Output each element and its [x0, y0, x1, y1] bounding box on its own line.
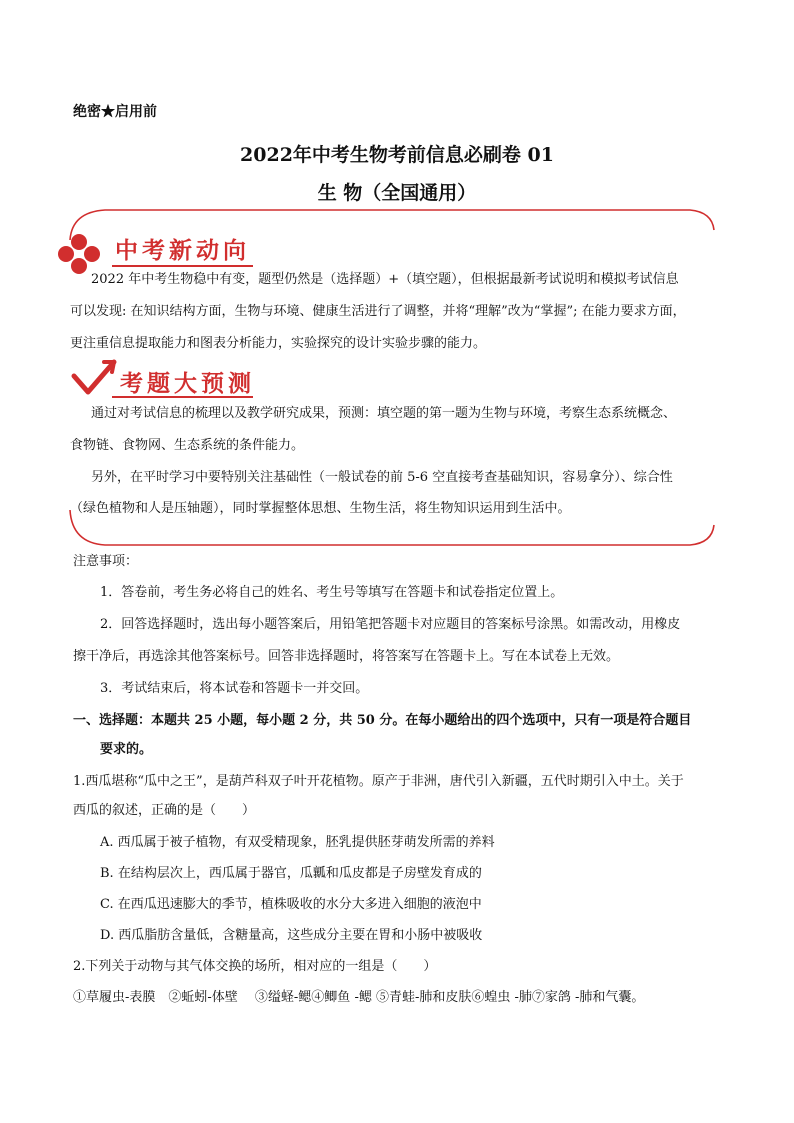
forecast-line-4: （绿色植物和人是压轴题），同时掌握整体思想、生物生活，将生物知识运用到生活中。	[70, 501, 571, 516]
confidential-label: 绝密★启用前	[73, 104, 157, 120]
forecast-heading: 考题大预测	[120, 371, 255, 397]
section-heading: 一、选择题：本题共 25 小题，每小题 2 分，共 50 分。在每小题给出的四个选项中，只有一项是符合题目	[73, 713, 692, 728]
trend-line-3: 更注重信息提取能力和图表分析能力，实验探究的设计实验步骤的能力。	[70, 336, 487, 351]
trend-line-2: 可以发现: 在知识结构方面，生物与环境、健康生活进行了调整，并将“理解”改为“掌握”; 在能力要求方面，	[70, 304, 686, 319]
section-heading-cont: 要求的。	[100, 742, 153, 757]
notes-item-1: 1．答卷前，考生务必将自己的姓名、考生号等填写在答题卡和试卷指定位置上。	[100, 585, 564, 600]
trend-heading: 中考新动向	[115, 238, 250, 264]
q1-stem-line-2: 西瓜的叙述，正确的是（ ）	[73, 803, 256, 818]
page-title: 2022年中考生物考前信息必刷卷 01	[240, 144, 554, 166]
q1-option-a: A. 西瓜属于被子植物，有双受精现象，胚乳提供胚芽萌发所需的养料	[100, 835, 495, 850]
notes-item-2-cont: 擦干净后，再选涂其他答案标号。回答非选择题时，将答案写在答题卡上。写在本试卷上无效。	[73, 649, 620, 664]
forecast-line-1: 通过对考试信息的梳理以及教学研究成果，预测：填空题的第一题为生物与环境，考察生态系统概念、	[91, 406, 677, 421]
page-subtitle: 生 物（全国通用）	[317, 182, 477, 204]
q2-items: ①草履虫-表膜 ②蚯蚓-体壁 ③缢蛏-鳃④鲫鱼 -鳃 ⑤青蛙-肺和皮肤⑥蝗虫 -肺⑦家鸽 -肺和气囊。	[73, 990, 645, 1005]
flower-icon	[54, 230, 104, 276]
trend-underline	[110, 262, 255, 270]
notes-item-2: 2．回答选择题时，选出每小题答案后，用铅笔把答题卡对应题目的答案标号涂黑。如需改动，用橡皮	[100, 617, 681, 632]
q1-stem-line-1: 1.西瓜堪称“瓜中之王”，是葫芦科双子叶开花植物。原产于非洲，唐代引入新疆，五代时期引入中土。关于	[73, 774, 684, 789]
forecast-line-3: 另外，在平时学习中要特别关注基础性（一般试卷的前 5-6 空直接考查基础知识，容易拿分）、综合性	[91, 470, 673, 485]
q1-option-d: D. 西瓜脂肪含量低，含糖量高，这些成分主要在胃和小肠中被吸收	[100, 928, 483, 943]
q2-stem: 2.下列关于动物与其气体交换的场所，相对应的一组是（ ）	[73, 959, 437, 974]
forecast-underline	[110, 393, 255, 401]
q1-option-b: B. 在结构层次上，西瓜属于器官，瓜瓤和瓜皮都是子房壁发育成的	[100, 866, 482, 881]
trend-line-1: 2022 年中考生物稳中有变，题型仍然是（选择题）+（填空题），但根据最新考试说明和模拟考试信息	[91, 272, 679, 287]
forecast-line-2: 食物链、食物网、生态系统的条件能力。	[70, 438, 305, 453]
q1-option-c: C. 在西瓜迅速膨大的季节，植株吸收的水分大多进入细胞的液泡中	[100, 897, 482, 912]
notes-heading: 注意事项：	[73, 554, 139, 569]
notes-item-3: 3．考试结束后，将本试卷和答题卡一并交回。	[100, 681, 369, 696]
check-arrow-icon	[70, 358, 118, 398]
